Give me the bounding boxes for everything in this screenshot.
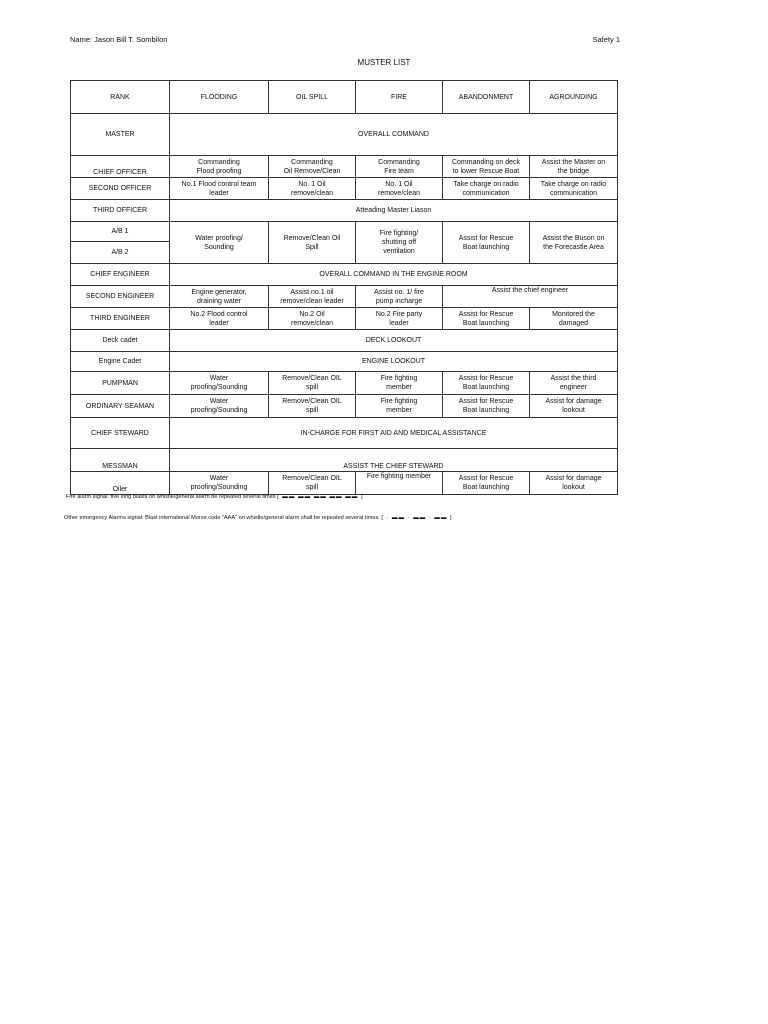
- chief-engineer-duty: OVERALL COMMAND IN THE ENGINE ROOM: [170, 264, 618, 286]
- master-duty: OVERALL COMMAND: [170, 114, 618, 156]
- messman-duty: ASSIST THE CHIEF STEWARD: [170, 449, 618, 472]
- cell: Assist for Rescue Boat launching: [443, 308, 530, 330]
- cell: Assist the third engineer: [530, 372, 618, 395]
- rank-chief-steward: CHIEF STEWARD: [71, 418, 170, 449]
- table-row: [71, 395, 618, 418]
- rank-third-engineer: THIRD ENGINEER: [71, 308, 170, 330]
- cell: No.2 Flood control leader: [170, 308, 269, 330]
- table-row: [71, 418, 618, 449]
- other-alarm-text: Other emergency Alarms signal: Blast international Morse code "AAA" on whistle/general alarm shall be repeated several times.: [64, 515, 380, 521]
- rank-deck-cadet: Deck cadet: [71, 330, 170, 352]
- cell: No.1 Flood control team leader: [170, 178, 269, 200]
- table-row: [71, 156, 618, 178]
- cell: Assist for damage lookout: [530, 472, 618, 495]
- chief-steward-duty: IN-CHARGE FOR FIRST AID AND MEDICAL ASSISTANCE: [170, 418, 618, 449]
- rank-engine-cadet: Engine Cadet: [71, 352, 170, 372]
- cell: Commanding Flood proofing: [170, 156, 269, 178]
- table-row: [71, 308, 618, 330]
- cell: Assist for Rescue Boat launching: [443, 222, 530, 264]
- cell: Assist for Rescue Boat launching: [443, 372, 530, 395]
- cell: Commanding Fire team: [356, 156, 443, 178]
- cell: Engine generator, draining water: [170, 286, 269, 308]
- student-name: Name: Jason Bill T. Sombilon: [70, 35, 168, 44]
- rank-pumpman: PUMPMAN: [71, 372, 170, 395]
- cell: Remove/Clean Oil Spill: [269, 222, 356, 264]
- cell: Fire fighting member: [356, 395, 443, 418]
- cell: Assist the chief engineer: [443, 286, 618, 308]
- other-alarm-signal: [ · ▬▬ · ▬▬ · ▬▬ ]: [381, 515, 453, 521]
- cell: No.2 Fire party leader: [356, 308, 443, 330]
- rank-master: MASTER: [71, 114, 170, 156]
- table-row: [71, 222, 618, 242]
- cell: Remove/Clean OIL spill: [269, 472, 356, 495]
- header-abandonment: ABANDONMENT: [443, 81, 530, 114]
- cell: Water proofing/Sounding: [170, 372, 269, 395]
- document-title: MUSTER LIST: [357, 58, 411, 67]
- cell: No.2 Oil remove/clean: [269, 308, 356, 330]
- table-row: [71, 330, 618, 352]
- cell: Assist no. 1/ fire pump incharge: [356, 286, 443, 308]
- cell: Fire fighting member: [356, 472, 443, 495]
- table-row: [71, 286, 618, 308]
- table-row: [71, 352, 618, 372]
- other-alarm-note: [64, 515, 453, 521]
- muster-list-table: [70, 80, 618, 495]
- rank-second-engineer: SECOND ENGINEER: [71, 286, 170, 308]
- deck-cadet-duty: DECK LOOKOUT: [170, 330, 618, 352]
- cell: Assist for damage lookout: [530, 395, 618, 418]
- rank-messman: MESSMAN: [71, 449, 170, 472]
- cell: Fire fighting member: [356, 372, 443, 395]
- cell: Water proofing/Sounding: [170, 472, 269, 495]
- header-rank: RANK: [71, 81, 170, 114]
- fire-alarm-signal: [ ▬▬ ▬▬ ▬▬ ▬▬ ▬▬ ]: [277, 494, 364, 500]
- fire-alarm-note: [66, 494, 364, 500]
- rank-oiler: Oiler: [71, 472, 170, 495]
- table-row: [71, 472, 618, 495]
- header-flooding: FLOODING: [170, 81, 269, 114]
- cell: Water proofing/ Sounding: [170, 222, 269, 264]
- cell: Fire fighting/ shutting off ventilation: [356, 222, 443, 264]
- cell: No. 1 Oil remove/clean: [356, 178, 443, 200]
- rank-third-officer: THIRD OFFICER: [71, 200, 170, 222]
- cell: Take charge on radio communication: [443, 178, 530, 200]
- table-row: [71, 114, 618, 156]
- cell: Commanding on deck to lower Rescue Boat: [443, 156, 530, 178]
- cell: Remove/Clean OIL spill: [269, 372, 356, 395]
- cell: Take charge on radio communication: [530, 178, 618, 200]
- rank-ab2: A/B 2: [71, 242, 170, 264]
- header-oil-spill: OIL SPILL: [269, 81, 356, 114]
- cell: No. 1 Oil remove/clean: [269, 178, 356, 200]
- table-row: [71, 372, 618, 395]
- rank-ordinary-seaman: ORDINARY SEAMAN: [71, 395, 170, 418]
- header-agrounding: AGROUNDING: [530, 81, 618, 114]
- table-header-row: [71, 81, 618, 114]
- cell: Remove/Clean OIL spill: [269, 395, 356, 418]
- third-officer-duty: Atteading Master Liason: [170, 200, 618, 222]
- table-row: [71, 200, 618, 222]
- cell: Water proofing/Sounding: [170, 395, 269, 418]
- cell: Assist the Buson on the Forecastle Area: [530, 222, 618, 264]
- rank-second-officer: SECOND OFFICER: [71, 178, 170, 200]
- cell: Assist for Rescue Boat launching: [443, 472, 530, 495]
- cell: Assist no.1 oil remove/clean leader: [269, 286, 356, 308]
- cell: Monitored the damaged: [530, 308, 618, 330]
- rank-chief-officer: CHIEF OFFICER: [71, 156, 170, 178]
- engine-cadet-duty: ENGINE LOOKOUT: [170, 352, 618, 372]
- rank-ab1: A/B 1: [71, 222, 170, 242]
- table-row: [71, 178, 618, 200]
- header-fire: FIRE: [356, 81, 443, 114]
- cell: Assist the Master on the bridge: [530, 156, 618, 178]
- table-row: [71, 264, 618, 286]
- table-row: [71, 449, 618, 472]
- cell: Assist for Rescue Boat launching: [443, 395, 530, 418]
- course-code: Safety 1: [592, 35, 620, 44]
- fire-alarm-text: Fire alarm signal: five long blasts on whistle/general alarm be repeated several times: [66, 494, 276, 500]
- rank-chief-engineer: CHIEF ENGINEER: [71, 264, 170, 286]
- cell: Commanding Oil Remove/Clean: [269, 156, 356, 178]
